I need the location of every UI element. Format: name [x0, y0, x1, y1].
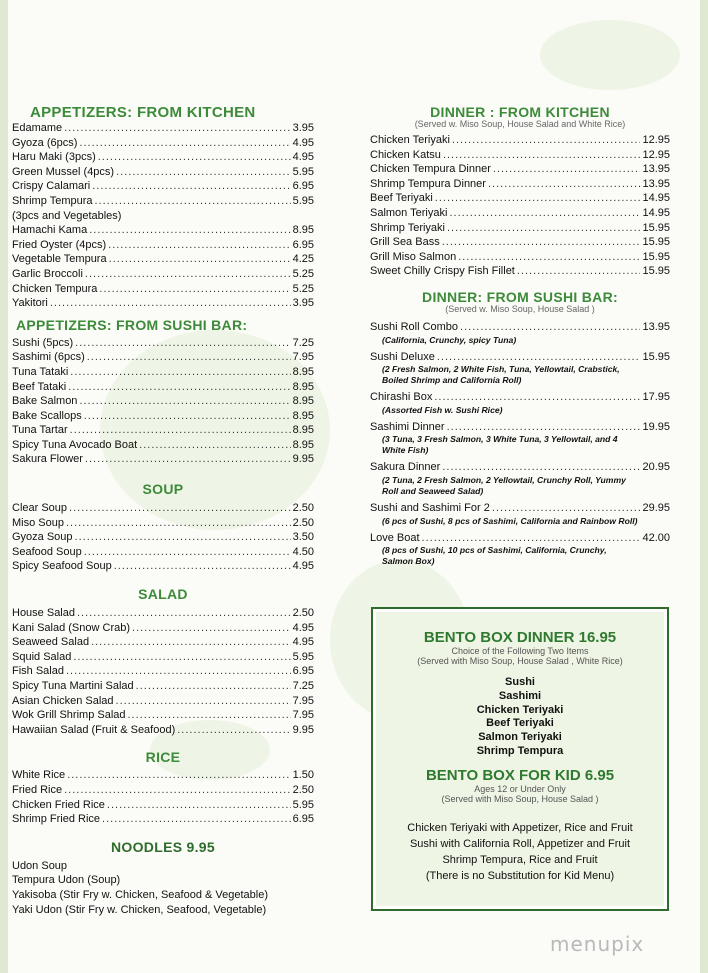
kid-option: Chicken Teriyaki with Appetizer, Rice and Fruit — [407, 821, 633, 834]
menu-item — [370, 235, 670, 250]
appetizers-sushi-list — [12, 336, 314, 467]
item-name: House Salad — [12, 607, 75, 620]
item-price: 3.50 — [292, 531, 314, 544]
menu-item — [12, 798, 314, 813]
menu-item — [370, 350, 670, 387]
noodle-item: Yakisoba (Stir Fry w. Chicken, Seafood & Vegetable) — [12, 888, 268, 901]
item-price: 2.50 — [292, 783, 314, 796]
item-price: 4.25 — [292, 253, 314, 266]
menu-item — [370, 501, 670, 527]
item-name: Love Boat — [370, 531, 420, 544]
menu-item — [12, 679, 314, 694]
item-price: 8.95 — [292, 365, 314, 378]
kid-bento-title: BENTO BOX FOR KID 6.95 — [425, 766, 615, 784]
menu-item — [12, 350, 314, 365]
item-name: Shrimp Tempura — [12, 194, 93, 207]
item-name: Sakura Dinner — [370, 461, 441, 474]
bento-item: Beef Teriyaki — [486, 717, 554, 730]
item-name: Asian Chicken Salad — [12, 694, 114, 707]
kid-age-note: Ages 12 or Under Only — [474, 783, 566, 794]
item-price: 8.95 — [292, 424, 314, 437]
item-name: Sushi (5pcs) — [12, 336, 74, 349]
item-name: Sashimi Dinner — [370, 420, 445, 433]
dinner-kitchen-subtitle: (Served w. Miso Soup, House Salad and White Rice) — [414, 119, 626, 129]
menu-item — [370, 420, 670, 457]
item-name: Bake Scallops — [12, 409, 82, 422]
item-price: 15.95 — [642, 350, 670, 363]
soup-heading: SOUP — [142, 481, 184, 498]
item-price: 13.95 — [642, 177, 670, 190]
dinner-kitchen-heading: DINNER : FROM KITCHEN — [430, 104, 610, 120]
menu-item — [12, 650, 314, 665]
menu-item — [12, 423, 314, 438]
item-name: Wok Grill Shrimp Salad — [12, 709, 126, 722]
item-price: 15.95 — [642, 221, 670, 234]
item-description: (8 pcs of Sushi, 10 pcs of Sashimi, California, Crunchy, Salmon Box) — [382, 545, 607, 567]
item-name: Chicken Tempura — [12, 282, 98, 295]
item-price: 8.95 — [292, 380, 314, 393]
bento-item: Chicken Teriyaki — [476, 703, 564, 716]
menu-item — [370, 250, 670, 265]
item-price: 9.95 — [292, 723, 314, 736]
menu-item — [370, 133, 670, 148]
item-price: 13.95 — [642, 320, 670, 333]
item-price: 4.95 — [292, 560, 314, 573]
menu-item — [12, 409, 314, 424]
menu-item — [12, 223, 314, 238]
menu-item — [12, 194, 314, 209]
item-price: 12.95 — [642, 148, 670, 161]
item-price: 20.95 — [642, 461, 670, 474]
menu-item — [12, 501, 314, 516]
menu-item — [12, 121, 314, 136]
item-name: Sweet Chilly Crispy Fish Fillet — [370, 265, 515, 278]
item-name: Kani Salad (Snow Crab) — [12, 621, 131, 634]
bento-items — [373, 676, 667, 759]
item-name: Grill Miso Salmon — [370, 250, 457, 263]
menu-item — [12, 438, 314, 453]
item-price: 5.25 — [292, 282, 314, 295]
item-price: 2.50 — [292, 516, 314, 529]
item-price: 2.50 — [292, 607, 314, 620]
item-name: White Rice — [12, 769, 66, 782]
item-price: 5.95 — [292, 650, 314, 663]
item-price: 29.95 — [642, 501, 670, 514]
bento-choice-note: Choice of the Following Two Items — [451, 646, 589, 656]
bento-item: Salmon Teriyaki — [478, 731, 562, 744]
item-name: Spicy Tuna Martini Salad — [12, 680, 134, 692]
item-price: 15.95 — [642, 250, 670, 263]
item-description: (2 Tuna, 2 Fresh Salmon, 2 Yellowtail, Crunchy Roll, Yummy Roll and Seaweed Salad) — [382, 474, 626, 496]
item-price: 8.95 — [292, 409, 314, 422]
menu-item — [12, 165, 314, 180]
item-price: 12.95 — [642, 134, 670, 146]
right-column — [370, 104, 670, 571]
item-price: 42.00 — [642, 531, 670, 544]
noodle-item: Udon Soup — [12, 859, 68, 872]
item-name: Hawaiian Salad (Fruit & Seafood) — [12, 723, 176, 736]
menu-item — [370, 148, 670, 163]
menu-item — [12, 516, 314, 531]
rice-heading: RICE — [145, 749, 181, 766]
item-description: (California, Crunchy, spicy Tuna) — [382, 334, 517, 345]
menu-item — [12, 336, 314, 351]
item-name: Miso Soup — [12, 516, 64, 529]
menu-item — [12, 723, 314, 738]
item-price: 7.25 — [292, 680, 314, 692]
item-price: 7.95 — [292, 694, 314, 707]
item-name: Crispy Calamari — [12, 180, 91, 193]
item-name: Gyoza Soup — [12, 531, 73, 544]
menu-item — [370, 390, 670, 416]
item-price: 4.95 — [292, 636, 314, 649]
item-price: 1.50 — [292, 769, 314, 782]
item-price: 6.95 — [292, 813, 314, 826]
item-price: 6.95 — [292, 238, 314, 251]
item-price: 15.95 — [642, 236, 670, 249]
appetizers-kitchen-list — [12, 121, 314, 311]
item-name: Chicken Fried Rice — [12, 798, 105, 811]
item-name: Shrimp Tempura Dinner — [370, 177, 486, 190]
item-price: 6.95 — [292, 180, 314, 193]
menu-item — [12, 267, 314, 282]
item-name: Fried Oyster (4pcs) — [12, 238, 107, 251]
item-name: Tuna Tartar — [12, 424, 68, 437]
menu-item — [12, 380, 314, 395]
menu-item — [12, 252, 314, 267]
bento-served-note: (Served with Miso Soup, House Salad , White Rice) — [417, 656, 623, 666]
menu-item — [12, 606, 314, 621]
menu-item — [12, 238, 314, 253]
item-name: Grill Sea Bass — [370, 236, 440, 249]
item-description: (2 Fresh Salmon, 2 White Fish, Tuna, Yellowtail, Crabstick, Boiled Shrimp and California Roll) — [382, 364, 620, 386]
menu-item — [370, 191, 670, 206]
soup-list — [12, 501, 314, 574]
rice-list — [12, 768, 314, 826]
item-price: 8.95 — [292, 438, 314, 451]
menu-item — [12, 365, 314, 380]
item-name: Spicy Seafood Soup — [12, 560, 112, 573]
item-name: Bake Salmon — [12, 395, 78, 408]
left-column — [12, 104, 314, 917]
item-name: Haru Maki (3pcs) — [12, 151, 96, 164]
item-name: Chicken Katsu — [370, 148, 441, 161]
kid-option: Sushi with California Roll, Appetizer and Fruit — [409, 837, 631, 850]
bento-item: Sushi — [505, 676, 535, 688]
item-name: Edamame — [12, 122, 63, 134]
item-price: 3.95 — [292, 297, 314, 310]
item-note: (3pcs and Vegetables) — [12, 209, 122, 222]
menu-item — [12, 179, 314, 194]
item-price: 9.95 — [292, 453, 314, 466]
menu-item — [12, 621, 314, 636]
item-price: 13.95 — [642, 163, 670, 176]
menu-item — [370, 264, 670, 279]
item-name: Spicy Tuna Avocado Boat — [12, 438, 138, 451]
menu-item — [12, 664, 314, 679]
noodle-item: Yaki Udon (Stir Fry w. Chicken, Seafood, Vegetable) — [12, 903, 267, 916]
menu-item — [370, 320, 670, 346]
menu-item — [370, 162, 670, 177]
item-price: 7.25 — [292, 336, 314, 349]
dinner-sushi-list — [370, 320, 670, 567]
item-name: Green Mussel (4pcs) — [12, 165, 115, 178]
noodles-list — [12, 859, 314, 917]
kid-option: Shrimp Tempura, Rice and Fruit — [442, 853, 598, 866]
item-price: 7.95 — [292, 351, 314, 364]
menu-item — [12, 694, 314, 709]
menu-item — [370, 531, 670, 568]
menu-item — [12, 559, 314, 574]
item-price: 2.50 — [292, 502, 314, 515]
item-price: 4.95 — [292, 136, 314, 149]
item-name: Chicken Teriyaki — [370, 134, 450, 146]
item-price: 17.95 — [642, 391, 670, 404]
dinner-sushi-heading: DINNER: FROM SUSHI BAR: — [422, 288, 618, 305]
menu-item — [370, 206, 670, 221]
item-price: 4.50 — [292, 545, 314, 558]
kid-option: (There is no Substitution for Kid Menu) — [425, 869, 615, 882]
bento-item: Sashimi — [498, 689, 542, 702]
item-name: Gyoza (6pcs) — [12, 136, 78, 149]
item-name: Fried Rice — [12, 783, 63, 796]
dinner-sushi-subtitle: (Served w. Miso Soup, House Salad ) — [445, 303, 595, 314]
item-name: Tuna Tataki — [12, 365, 69, 378]
item-price: 6.95 — [292, 665, 314, 678]
item-price: 5.95 — [292, 194, 314, 207]
menu-item — [12, 783, 314, 798]
item-name: Squid Salad — [12, 650, 72, 663]
appetizers-kitchen-heading: APPETIZERS: FROM KITCHEN — [30, 104, 256, 121]
item-price: 8.95 — [292, 224, 314, 237]
item-name: Sashimi (6pcs) — [12, 351, 85, 364]
item-price: 3.95 — [292, 122, 314, 134]
item-price: 19.95 — [642, 420, 670, 433]
noodles-heading: NOODLES 9.95 — [111, 838, 215, 855]
item-name: Chicken Tempura Dinner — [370, 163, 491, 176]
item-price: 15.95 — [642, 265, 670, 278]
item-name: Sushi Roll Combo — [370, 320, 459, 333]
menu-item — [370, 460, 670, 497]
kid-options — [373, 820, 667, 884]
menu-item — [12, 282, 314, 297]
item-name: Shrimp Teriyaki — [370, 221, 445, 234]
appetizers-sushi-heading: APPETIZERS: FROM SUSHI BAR: — [16, 316, 248, 333]
menu-item — [12, 768, 314, 783]
menu-item — [12, 296, 314, 311]
item-price: 4.95 — [292, 151, 314, 164]
item-price: 7.95 — [292, 709, 314, 722]
menu-item — [12, 545, 314, 560]
menu-item — [370, 221, 670, 236]
item-name: Fish Salad — [12, 665, 64, 678]
item-description: (Assorted Fish w. Sushi Rice) — [382, 404, 503, 415]
item-name: Beef Teriyaki — [370, 192, 433, 205]
item-price: 14.95 — [642, 192, 670, 205]
bento-title: BENTO BOX DINNER 16.95 — [423, 629, 617, 646]
item-name: Yakitori — [12, 297, 48, 310]
bento-box-panel — [371, 607, 669, 911]
item-description: (6 pcs of Sushi, 8 pcs of Sashimi, California and Rainbow Roll) — [382, 515, 638, 526]
menu-item — [12, 452, 314, 467]
item-name: Shrimp Fried Rice — [12, 813, 101, 826]
menu-item — [12, 150, 314, 165]
item-name: Chirashi Box — [370, 391, 433, 404]
bento-item: Shrimp Tempura — [476, 744, 564, 757]
item-name: Clear Soup — [12, 502, 68, 515]
item-price: 8.95 — [292, 395, 314, 408]
dinner-kitchen-list — [370, 133, 670, 279]
item-name: Vegetable Tempura — [12, 253, 107, 266]
item-name: Salmon Teriyaki — [370, 206, 448, 219]
item-price: 5.25 — [292, 267, 314, 280]
noodle-item: Tempura Udon (Soup) — [12, 874, 121, 887]
item-name: Hamachi Kama — [12, 224, 88, 237]
kid-served-note: (Served with Miso Soup, House Salad ) — [441, 793, 599, 804]
item-name: Sushi and Sashimi For 2 — [370, 501, 490, 514]
item-name: Sushi Deluxe — [370, 350, 435, 363]
item-price: 5.95 — [292, 165, 314, 178]
menu-item — [12, 394, 314, 409]
menu-item — [12, 530, 314, 545]
item-name: Seafood Soup — [12, 545, 82, 558]
item-price: 14.95 — [642, 206, 670, 219]
watermark-logo: menupix — [550, 932, 645, 956]
menu-item — [370, 177, 670, 192]
item-name: Sakura Flower — [12, 453, 83, 466]
menu-item — [12, 812, 314, 827]
item-price: 4.95 — [292, 621, 314, 634]
item-name: Garlic Broccoli — [12, 267, 83, 280]
item-price: 5.95 — [292, 798, 314, 811]
menu-item — [12, 708, 314, 723]
salad-list — [12, 606, 314, 737]
menu-item — [12, 136, 314, 151]
item-name: Seaweed Salad — [12, 636, 90, 649]
menu-item — [12, 635, 314, 650]
item-name: Beef Tataki — [12, 380, 67, 393]
salad-heading: SALAD — [138, 586, 188, 603]
item-description: (3 Tuna, 3 Fresh Salmon, 3 White Tuna, 3 Yellowtail, and 4 White Fish) — [382, 434, 618, 456]
